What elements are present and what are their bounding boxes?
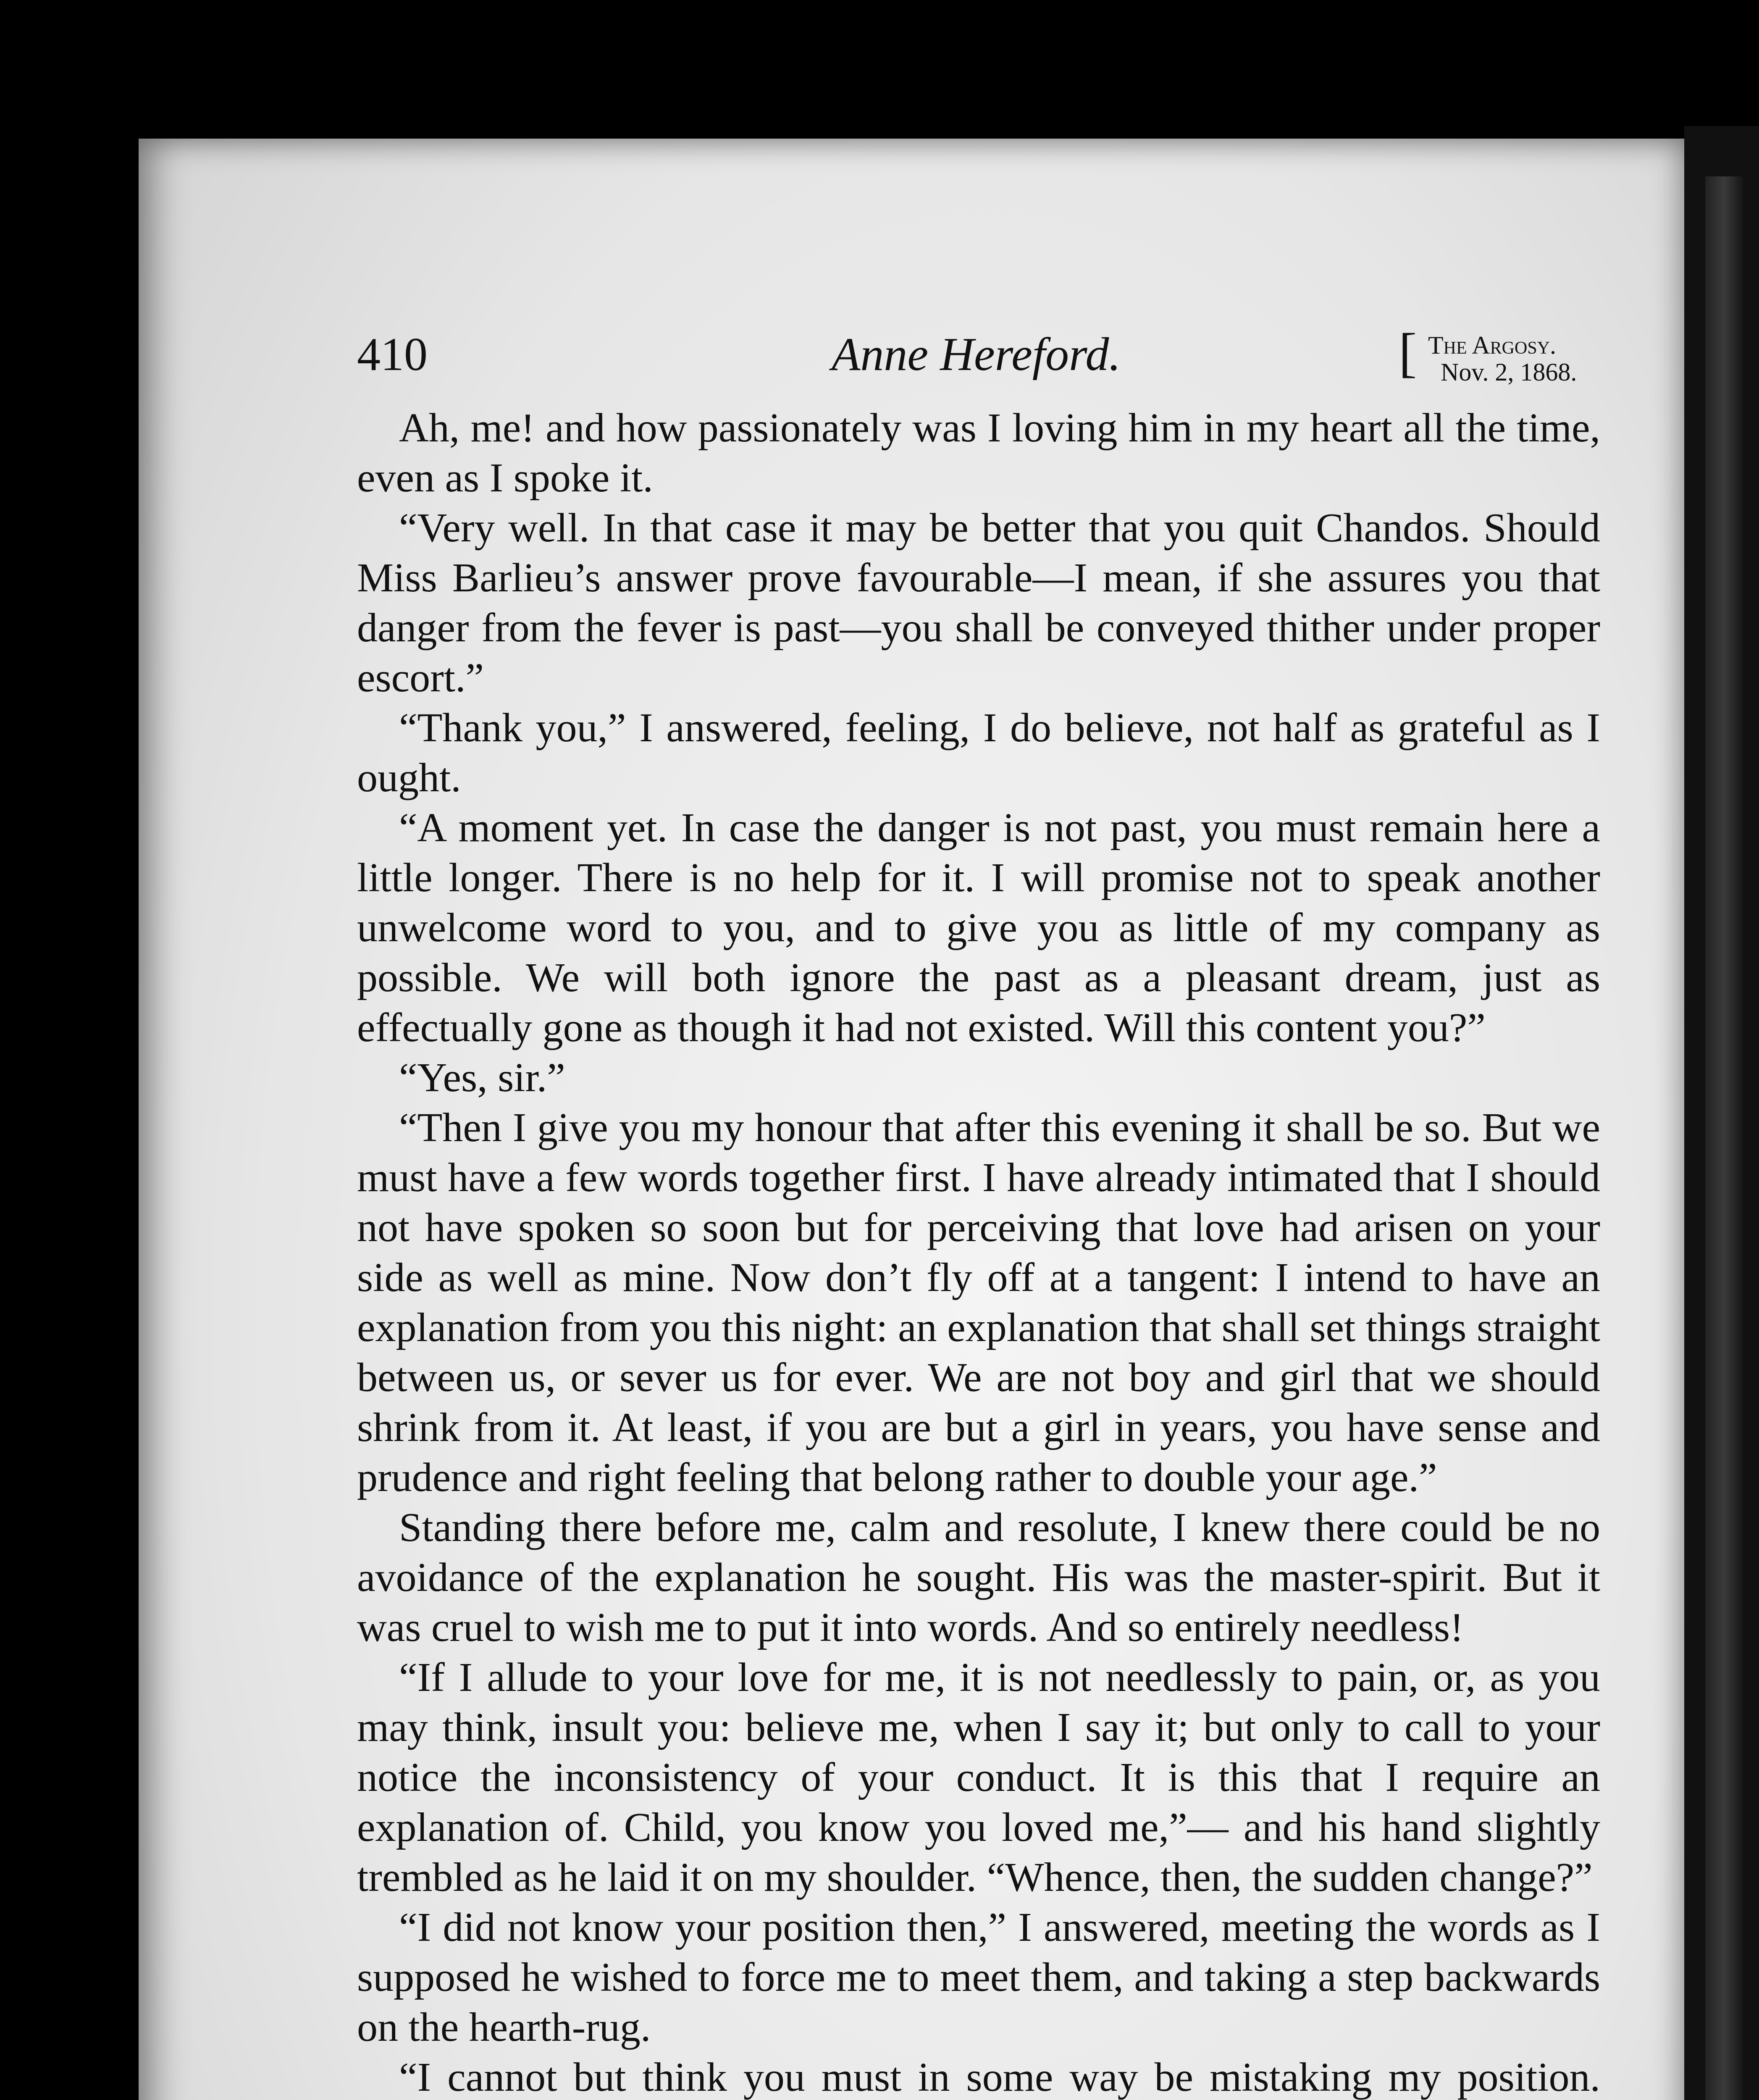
paragraph: “Yes, sir.” [399,1055,565,1100]
running-title: Anne Hereford. [832,328,1121,381]
page-number: 410 [357,328,428,381]
page-header [357,323,1596,391]
paragraph: “I cannot but think you must in some way be mistaking my position. [399,2055,1600,2100]
paragraph: “If I allude to your love for me, it is not needlessly to pain, or, as you may think, insult you: believe me, when I say it; but only to call to your notice the inconsistency of your conduct. It is this that I require an explanation of. Child, you know you loved me,”— and his hand slightly trembled as he laid it on my shoulder. “Whence, then, the sudden change?” [357,1655,1600,1900]
paragraph: “I did not know your position then,” I answered, meeting the words as I supposed he wished to force me to meet them, and taking a step backwards on the hearth-rug. [357,1905,1600,2050]
journal-bracket: [ [1399,323,1417,383]
paragraph: “A moment yet. In case the danger is not past, you must remain here a little longer. There is no help for it. I will promise not to speak another unwelcome word to you, and to give you as little of my company as possible. We will both ignore the past as a pleasant dream, just as effectually gone as though it had not existed. Will this content you?” [357,805,1600,1050]
paragraph: Ah, me! and how passionately was I loving him in my heart all the time, even as I spoke it. [357,405,1600,501]
paragraph: Standing there before me, calm and resolute, I knew there could be no avoidance of the explanation he sought. His was the master-spirit. But it was cruel to wish me to put it into words. And so entirely needless! [357,1505,1600,1650]
body-text [357,403,1600,2100]
journal-name: The Argosy. [1428,331,1557,359]
paragraph: “Very well. In that case it may be better that you quit Chandos. Should Miss Barlieu’s answer prove favourable—I mean, if she assures you that danger from the fever is past—you shall be conveyed thither under proper escort.” [357,505,1600,701]
paragraph: “Then I give you my honour that after this evening it shall be so. But we must have a few words together first. I have already intimated that I should not have spoken so soon but for perceiving that love had arisen on your side as well as mine. Now don’t fly off at a tangent: I intend to have an explanation from you this night: an explanation that shall set things straight between us, or sever us for ever. We are not boy and girl that we should shrink from it. At least, if you are but a girl in years, you have sense and prudence and right feeling that belong rather to double your age.” [357,1105,1600,1500]
journal-date: Nov. 2, 1868. [1441,358,1577,386]
book-spine-shadow [1705,176,1743,2100]
paragraph: “Thank you,” I answered, feeling, I do believe, not half as grateful as I ought. [357,705,1600,801]
journal-citation [1428,332,1577,386]
